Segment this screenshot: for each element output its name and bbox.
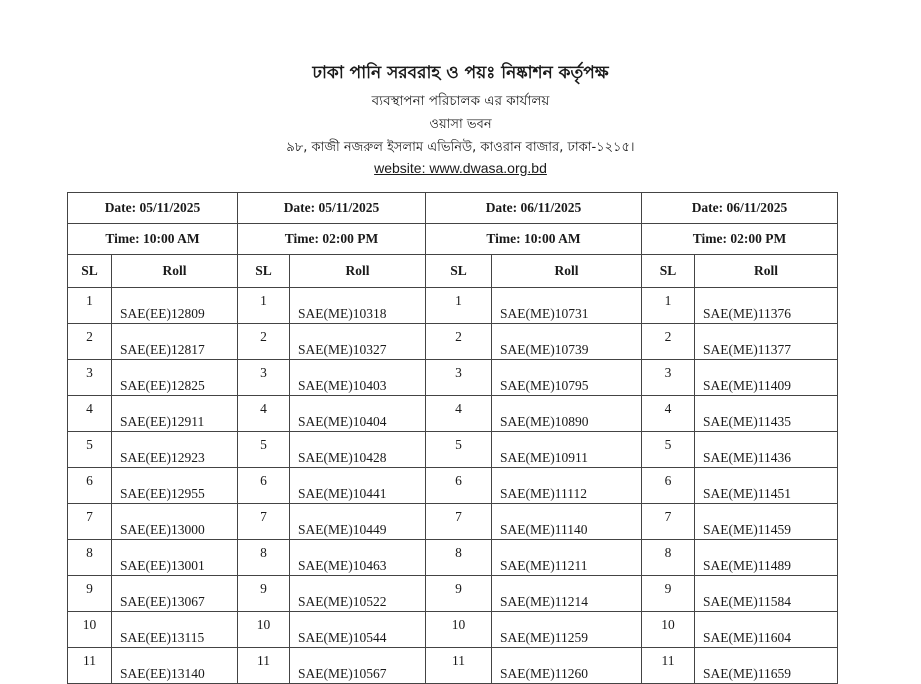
roll-number: SAE(ME)11451 [695, 468, 838, 504]
roll-number: SAE(EE)13001 [112, 540, 238, 576]
serial-number: 4 [426, 396, 492, 432]
roll-number: SAE(ME)11459 [695, 504, 838, 540]
serial-number: 9 [68, 576, 112, 612]
serial-number: 3 [426, 360, 492, 396]
roll-number: SAE(EE)12955 [112, 468, 238, 504]
serial-number: 9 [426, 576, 492, 612]
serial-number: 5 [238, 432, 290, 468]
sl-header: SL [68, 255, 112, 288]
serial-number: 3 [642, 360, 695, 396]
roll-number: SAE(ME)11211 [492, 540, 642, 576]
session-time: Time: 02:00 PM [642, 224, 838, 255]
roll-number: SAE(ME)10544 [290, 612, 426, 648]
serial-number: 5 [642, 432, 695, 468]
session-time: Time: 02:00 PM [238, 224, 426, 255]
serial-number: 2 [238, 324, 290, 360]
exam-schedule-table [67, 192, 838, 684]
serial-number: 7 [238, 504, 290, 540]
serial-number: 11 [238, 648, 290, 684]
session-time: Time: 10:00 AM [426, 224, 642, 255]
organization-title: ঢাকা পানি সরবরাহ ও পয়ঃ নিষ্কাশন কর্তৃপক্ষ [312, 63, 609, 83]
serial-number: 6 [238, 468, 290, 504]
table-row [68, 468, 838, 504]
roll-number: SAE(ME)10911 [492, 432, 642, 468]
roll-number: SAE(ME)10463 [290, 540, 426, 576]
website-link[interactable]: website: www.dwasa.org.bd [374, 160, 547, 176]
table-row [68, 540, 838, 576]
roll-number: SAE(ME)10522 [290, 576, 426, 612]
roll-number: SAE(EE)13067 [112, 576, 238, 612]
serial-number: 2 [426, 324, 492, 360]
roll-number: SAE(EE)13140 [112, 648, 238, 684]
table-row [68, 432, 838, 468]
serial-number: 8 [238, 540, 290, 576]
serial-number: 10 [642, 612, 695, 648]
table-row [68, 324, 838, 360]
roll-number: SAE(EE)12817 [112, 324, 238, 360]
roll-number: SAE(ME)11260 [492, 648, 642, 684]
roll-number: SAE(ME)10318 [290, 288, 426, 324]
time-row [68, 224, 838, 255]
office-address: ৯৮, কাজী নজরুল ইসলাম এভিনিউ, কাওরান বাজার, ঢাকা-১২১৫। [286, 140, 635, 155]
serial-number: 5 [68, 432, 112, 468]
serial-number: 8 [68, 540, 112, 576]
serial-number: 9 [238, 576, 290, 612]
serial-number: 4 [68, 396, 112, 432]
serial-number: 1 [426, 288, 492, 324]
roll-number: SAE(ME)11436 [695, 432, 838, 468]
serial-number: 6 [68, 468, 112, 504]
session-date: Date: 06/11/2025 [426, 193, 642, 224]
roll-number: SAE(EE)12923 [112, 432, 238, 468]
serial-number: 9 [642, 576, 695, 612]
roll-number: SAE(EE)12809 [112, 288, 238, 324]
roll-header: Roll [695, 255, 838, 288]
serial-number: 1 [68, 288, 112, 324]
table-row [68, 396, 838, 432]
roll-number: SAE(ME)10327 [290, 324, 426, 360]
serial-number: 3 [238, 360, 290, 396]
sl-header: SL [642, 255, 695, 288]
roll-number: SAE(ME)10795 [492, 360, 642, 396]
roll-number: SAE(EE)12911 [112, 396, 238, 432]
serial-number: 7 [426, 504, 492, 540]
website-line [0, 160, 921, 176]
serial-number: 11 [642, 648, 695, 684]
roll-number: SAE(ME)10449 [290, 504, 426, 540]
table-row [68, 576, 838, 612]
roll-number: SAE(ME)11435 [695, 396, 838, 432]
roll-number: SAE(ME)11214 [492, 576, 642, 612]
roll-number: SAE(ME)10441 [290, 468, 426, 504]
serial-number: 10 [68, 612, 112, 648]
roll-number: SAE(ME)11604 [695, 612, 838, 648]
roll-number: SAE(ME)10567 [290, 648, 426, 684]
session-date: Date: 05/11/2025 [68, 193, 238, 224]
table-row [68, 648, 838, 684]
serial-number: 6 [426, 468, 492, 504]
serial-number: 5 [426, 432, 492, 468]
roll-number: SAE(ME)10428 [290, 432, 426, 468]
session-time: Time: 10:00 AM [68, 224, 238, 255]
roll-number: SAE(EE)12825 [112, 360, 238, 396]
serial-number: 1 [642, 288, 695, 324]
roll-number: SAE(ME)11259 [492, 612, 642, 648]
roll-number: SAE(EE)13000 [112, 504, 238, 540]
serial-number: 8 [642, 540, 695, 576]
roll-number: SAE(ME)11409 [695, 360, 838, 396]
date-row [68, 193, 838, 224]
session-date: Date: 05/11/2025 [238, 193, 426, 224]
roll-header: Roll [290, 255, 426, 288]
serial-number: 2 [68, 324, 112, 360]
serial-number: 11 [68, 648, 112, 684]
serial-number: 1 [238, 288, 290, 324]
roll-number: SAE(ME)11376 [695, 288, 838, 324]
roll-number: SAE(EE)13115 [112, 612, 238, 648]
serial-number: 11 [426, 648, 492, 684]
roll-number: SAE(ME)10739 [492, 324, 642, 360]
table-row [68, 288, 838, 324]
serial-number: 7 [68, 504, 112, 540]
roll-number: SAE(ME)10890 [492, 396, 642, 432]
serial-number: 6 [642, 468, 695, 504]
roll-number: SAE(ME)11489 [695, 540, 838, 576]
roll-number: SAE(ME)10404 [290, 396, 426, 432]
roll-number: SAE(ME)11659 [695, 648, 838, 684]
serial-number: 10 [238, 612, 290, 648]
roll-number: SAE(ME)11140 [492, 504, 642, 540]
roll-number: SAE(ME)11377 [695, 324, 838, 360]
sl-header: SL [426, 255, 492, 288]
serial-number: 7 [642, 504, 695, 540]
serial-number: 2 [642, 324, 695, 360]
roll-header: Roll [112, 255, 238, 288]
sl-header: SL [238, 255, 290, 288]
table-row [68, 360, 838, 396]
session-date: Date: 06/11/2025 [642, 193, 838, 224]
serial-number: 3 [68, 360, 112, 396]
roll-number: SAE(ME)11112 [492, 468, 642, 504]
building-name: ওয়াসা ভবন [429, 117, 492, 132]
column-header-row [68, 255, 838, 288]
table-row [68, 612, 838, 648]
roll-header: Roll [492, 255, 642, 288]
roll-number: SAE(ME)10403 [290, 360, 426, 396]
roll-number: SAE(ME)10731 [492, 288, 642, 324]
office-name: ব্যবস্থাপনা পরিচালক এর কার্যালয় [371, 93, 550, 109]
table-row [68, 504, 838, 540]
serial-number: 8 [426, 540, 492, 576]
serial-number: 4 [238, 396, 290, 432]
roll-number: SAE(ME)11584 [695, 576, 838, 612]
serial-number: 4 [642, 396, 695, 432]
serial-number: 10 [426, 612, 492, 648]
